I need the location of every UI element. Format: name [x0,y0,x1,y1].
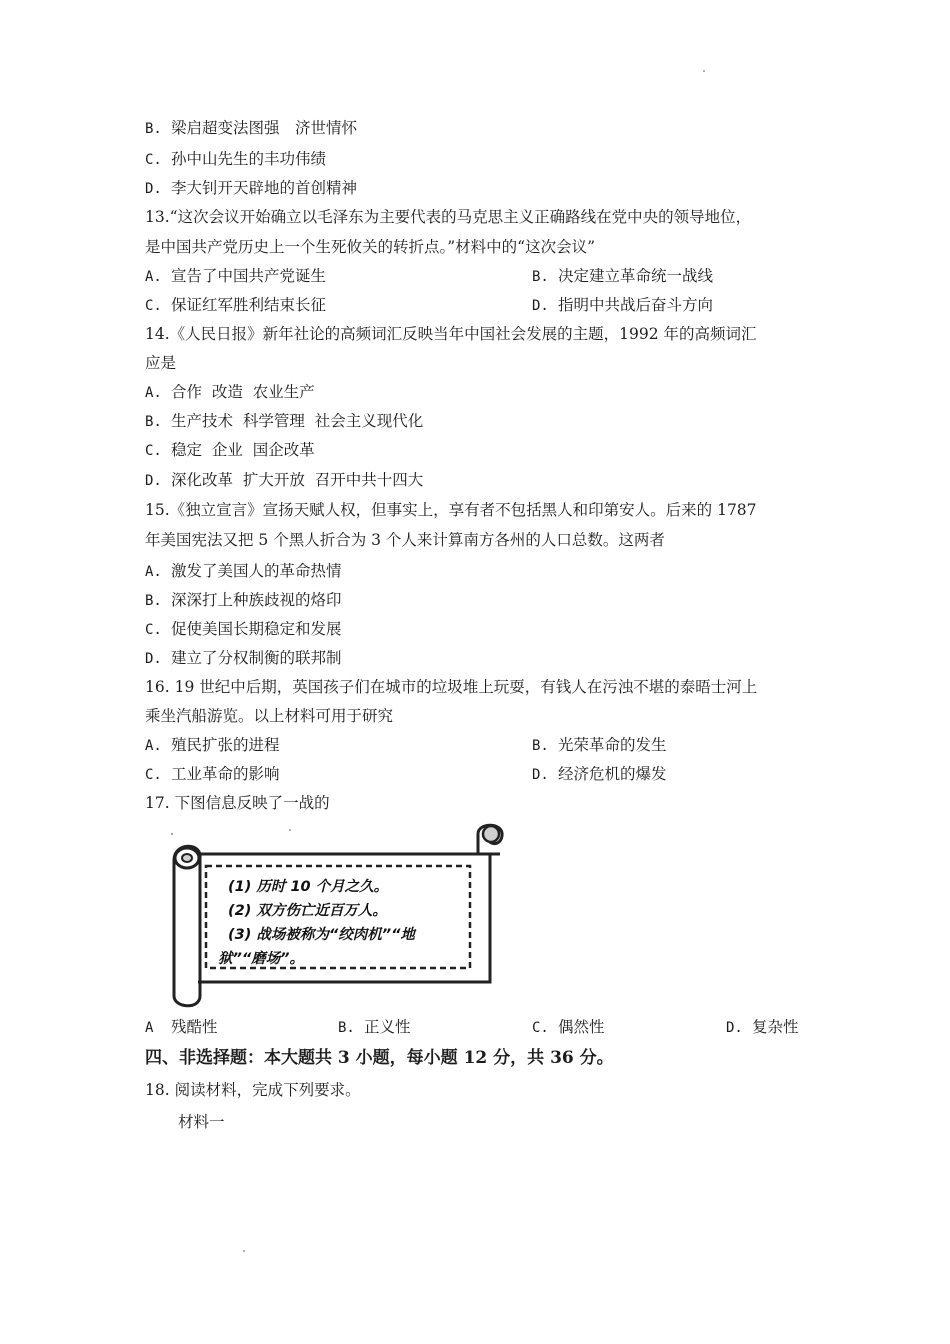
q16-option-c[interactable] [145,764,280,785]
option-label: D. [145,473,162,489]
q16-stem-line-1: 16. 19 世纪中后期，英国孩子们在城市的垃圾堆上玩耍，有钱人在污浊不堪的泰晤士河上 [145,678,758,696]
option-label: B. [532,269,549,285]
q17-stem: 17. 下图信息反映了一战的 [145,794,330,812]
q14-stem-line-2: 应是 [145,354,177,372]
q13-option-d[interactable] [532,295,713,316]
q13-stem-line-2: 是中国共产党历史上一个生死攸关的转折点。”材料中的“这次会议” [145,238,596,256]
option-label: A [145,1020,154,1036]
q14-option-b[interactable] [145,411,423,432]
option-label: C. [145,622,162,638]
q15-option-c[interactable] [145,619,342,640]
q18-stem: 18. 阅读材料，完成下列要求。 [145,1081,361,1099]
scroll-line-2: (2) 双方伤亡近百万人。 [228,903,387,919]
option-label: D. [532,767,549,783]
option-label: B. [338,1020,355,1036]
q12-option-c[interactable] [145,149,326,170]
q13-option-a[interactable] [145,266,326,287]
q17-option-b[interactable] [338,1017,411,1038]
option-text: 宣告了中国共产党诞生 [171,267,327,285]
option-text: 合作 改造 农业生产 [171,383,315,401]
option-label: C. [145,298,162,314]
q14-option-a[interactable] [145,382,315,403]
q14-option-c[interactable] [145,440,315,461]
option-text: 生产技术 科学管理 社会主义现代化 [171,412,424,430]
option-label: B. [145,593,162,609]
option-label: A. [145,564,162,580]
option-text: 梁启超变法图强 济世情怀 [171,119,358,137]
q17-option-a[interactable] [145,1017,218,1038]
option-text: 激发了美国人的革命热情 [171,562,342,580]
option-label: D. [145,181,162,197]
option-label: B. [145,414,162,430]
option-text: 深深打上种族歧视的烙印 [171,591,342,609]
option-text: 建立了分权制衡的联邦制 [171,649,342,667]
option-text: 偶然性 [558,1018,605,1036]
option-label: C. [145,443,162,459]
option-text: 指明中共战后奋斗方向 [558,296,714,314]
option-text: 孙中山先生的丰功伟绩 [171,150,327,168]
option-text: 复杂性 [752,1018,799,1036]
scroll-line-4: 狱”“磨场”。 [218,951,305,967]
q13-option-b[interactable] [532,266,713,287]
option-text: 决定建立革命统一战线 [558,267,714,285]
option-text: 正义性 [364,1018,411,1036]
option-text: 光荣革命的发生 [558,736,667,754]
section-heading: 四、非选择题：本大题共 3 小题，每小题 12 分，共 36 分。 [145,1048,614,1068]
q17-option-d[interactable] [726,1017,799,1038]
scan-speck [243,1250,245,1252]
q15-option-d[interactable] [145,648,342,669]
q12-option-d[interactable] [145,178,357,199]
q13-option-c[interactable] [145,295,326,316]
option-text: 李大钊开天辟地的首创精神 [171,179,358,197]
q18-material-label: 材料一 [178,1113,225,1131]
option-label: D. [532,298,549,314]
option-label: B. [145,121,162,137]
option-label: A. [145,385,162,401]
option-label: A. [145,738,162,754]
option-text: 工业革命的影响 [171,765,280,783]
q16-option-b[interactable] [532,735,667,756]
q15-stem-line-1: 15.《独立宣言》宣扬天赋人权，但事实上，享有者不包括黑人和印第安人。后来的 1787 [145,501,757,519]
q14-option-d[interactable] [145,470,423,491]
option-label: C. [145,767,162,783]
q16-stem-line-2: 乘坐汽船游览。以上材料可用于研究 [145,707,394,725]
option-text: 促使美国长期稳定和发展 [171,620,342,638]
q15-stem-line-2: 年美国宪法又把 5 个黑人折合为 3 个人来计算南方各州的人口总数。这两者 [145,531,665,549]
option-label: B. [532,738,549,754]
option-text: 殖民扩张的进程 [171,736,280,754]
q16-option-a[interactable] [145,735,280,756]
option-label: C. [532,1020,549,1036]
scroll-line-1: (1) 历时 10 个月之久。 [228,879,389,895]
q14-stem-line-1: 14.《人民日报》新年社论的高频词汇反映当年中国社会发展的主题，1992 年的高频词汇 [145,325,757,343]
q13-stem-line-1: 13.“这次会议开始确立以毛泽东为主要代表的马克思主义正确路线在党中央的领导地位， [145,208,752,226]
option-label: C. [145,152,162,168]
scroll-line-3: (3) 战场被称为“绞肉机”“地 [228,927,415,943]
q15-option-a[interactable] [145,561,342,582]
option-text: 经济危机的爆发 [558,765,667,783]
option-label: D. [726,1020,743,1036]
option-label: D. [145,651,162,667]
option-text: 残酷性 [171,1018,218,1036]
scan-speck [703,70,705,72]
q16-option-d[interactable] [532,764,667,785]
option-label: A. [145,269,162,285]
q17-option-c[interactable] [532,1017,605,1038]
q15-option-b[interactable] [145,590,342,611]
q12-option-b[interactable] [145,118,357,139]
option-text: 稳定 企业 国企改革 [171,441,315,459]
option-text: 深化改革 扩大开放 召开中共十四大 [171,471,424,489]
option-text: 保证红军胜利结束长征 [171,296,327,314]
